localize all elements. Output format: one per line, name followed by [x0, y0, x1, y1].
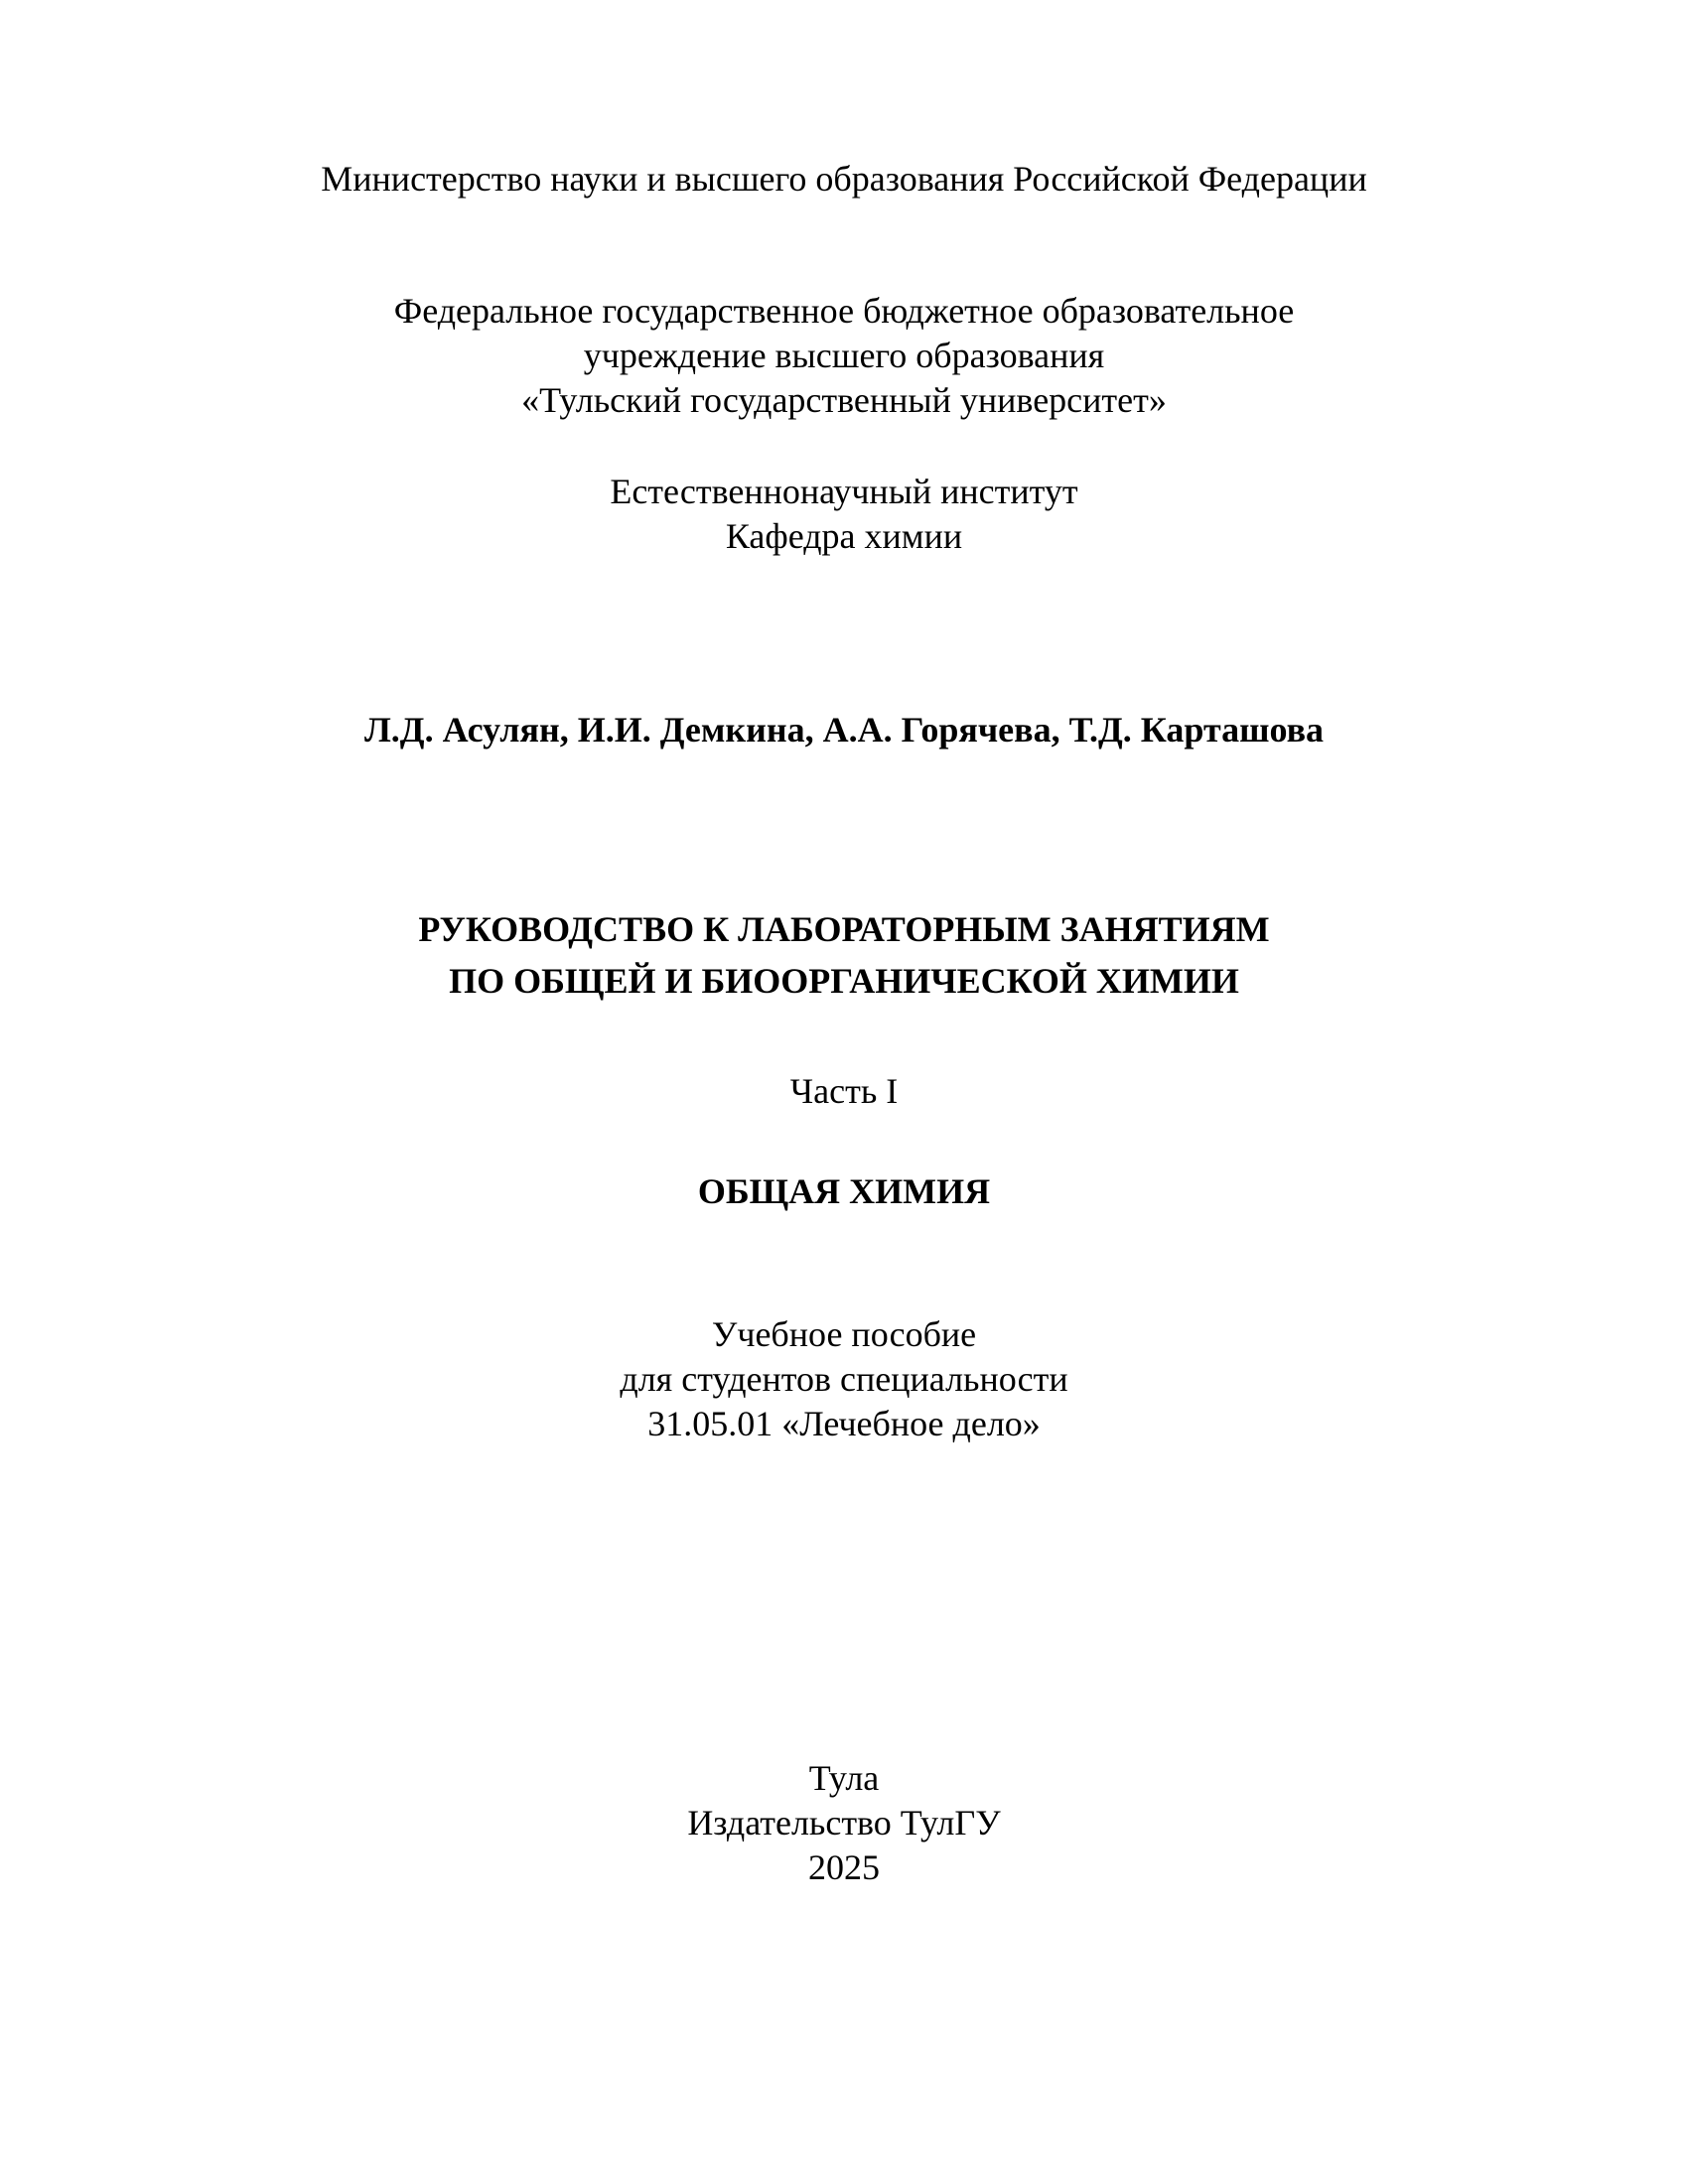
ministry-line: Министерство науки и высшего образования Российской Федерации: [321, 159, 1367, 199]
description-line-3: 31.05.01 «Лечебное дело»: [647, 1404, 1041, 1443]
description-line-1: Учебное пособие: [711, 1314, 977, 1354]
institution-line-3: «Тульский государственный университет»: [521, 380, 1167, 420]
imprint-year: 2025: [808, 1847, 880, 1887]
department-line-1: Естественнонаучный институт: [610, 472, 1078, 511]
imprint-city: Тула: [808, 1758, 880, 1798]
institution-line-2: учреждение высшего образования: [583, 336, 1105, 375]
subtitle: ОБЩАЯ ХИМИЯ: [697, 1171, 991, 1211]
part-label: Часть I: [789, 1071, 899, 1111]
title-line-2: ПО ОБЩЕЙ И БИООРГАНИЧЕСКОЙ ХИМИИ: [449, 961, 1239, 1001]
description-line-2: для студентов специальности: [620, 1359, 1068, 1399]
department-line-2: Кафедра химии: [725, 516, 963, 556]
institution-line-1: Федеральное государственное бюджетное образовательное: [393, 291, 1295, 331]
title-line-1: РУКОВОДСТВО К ЛАБОРАТОРНЫМ ЗАНЯТИЯМ: [418, 909, 1270, 949]
authors: Л.Д. Асулян, И.И. Демкина, А.А. Горячева, Т.Д. Карташова: [363, 710, 1325, 750]
imprint-publisher: Издательство ТулГУ: [687, 1803, 1001, 1843]
